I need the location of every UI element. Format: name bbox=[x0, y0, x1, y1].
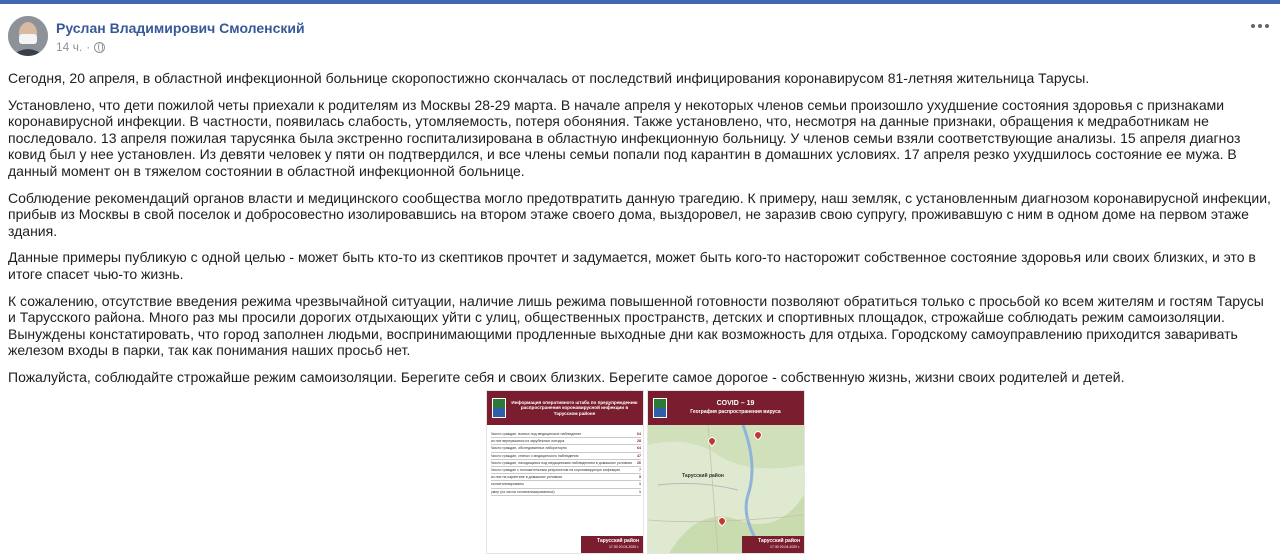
meta-separator: · bbox=[86, 40, 91, 54]
map-header bbox=[648, 391, 804, 425]
map-image[interactable] bbox=[647, 390, 805, 554]
stat-value: 7 bbox=[639, 468, 641, 473]
stat-value: 26 bbox=[637, 460, 641, 465]
infographic-image[interactable] bbox=[486, 390, 644, 554]
post-images bbox=[486, 390, 806, 554]
infographic-title: Информация оперативного штаба по предупреждению распространения коронавирусной инфекции в Тарусском районе bbox=[511, 399, 638, 416]
post-paragraph: К сожалению, отсутствие введения режима чрезвычайной ситуации, наличие лишь режима повышенной готовности позволяют обратиться только с просьбой ко всем жителям и гостям Тарусы и Тарусского района. Много раз мы просили дорогих отдыхающих уйти с улиц, общественных пространств, детских и спортивных площадок, строжайше соблюдать режим самоизоляции. Вынуждены констатировать, что город заполнен людьми, воспринимающими продленные выходные дни как возможность для отдыха. Городскому самоуправлению приходится заваривать железом входы в парки, так как понимания наших просьб нет. bbox=[8, 292, 1264, 359]
facebook-post bbox=[0, 4, 1280, 560]
coat-of-arms-icon bbox=[492, 398, 506, 418]
stat-value: 28 bbox=[637, 439, 641, 444]
stat-value: 5 bbox=[639, 475, 641, 480]
globe-icon bbox=[94, 42, 105, 53]
stat-label: умер (из числа госпитализированных) bbox=[491, 489, 555, 494]
stat-label: Число граждан, находящихся под медицинским наблюдением в домашних условиях bbox=[491, 460, 633, 465]
footer-date: 17:30 20.04.2020 г. bbox=[608, 545, 639, 549]
stat-row bbox=[491, 460, 641, 467]
avatar[interactable] bbox=[8, 16, 48, 56]
dot-icon bbox=[1265, 24, 1269, 28]
stat-label: Число граждан, взятых под медицинское наблюдение bbox=[491, 432, 582, 436]
post-timestamp[interactable]: 14 ч. bbox=[56, 40, 83, 54]
avatar-portrait bbox=[8, 16, 48, 56]
stat-row bbox=[491, 431, 641, 438]
dot-icon bbox=[1251, 24, 1255, 28]
post-options-button[interactable] bbox=[1248, 18, 1272, 34]
stat-value: 64 bbox=[637, 446, 641, 451]
infographic-header bbox=[487, 391, 643, 425]
post-meta bbox=[56, 40, 105, 54]
post-paragraph: Пожалуйста, соблюдайте строжайше режим самоизоляции. Берегите себя и своих близких. Берегите самое дорогое - собственную жизнь, жизни своих родителей и детей. bbox=[8, 368, 1125, 385]
post-paragraph: Данные примеры публикую с одной целью - может быть кто-то из скептиков прочтет и задумается, может быть кого-то насторожит собственное состояние здоровья или своих близких, и это в итоге спасет чью-то жизнь. bbox=[8, 249, 1256, 282]
stat-row bbox=[491, 474, 641, 481]
stat-value: 47 bbox=[637, 453, 641, 458]
footer-region: Тарусский район bbox=[758, 538, 800, 544]
map-terrain bbox=[648, 425, 804, 554]
region-map bbox=[648, 425, 804, 554]
stat-label: Число граждан с положительным результатом на коронавирусную инфекцию bbox=[491, 468, 621, 473]
stat-label: госпитализированы bbox=[491, 482, 524, 487]
post-body bbox=[8, 70, 1274, 396]
map-title-main: COVID – 19 bbox=[716, 400, 755, 407]
post-author[interactable]: Руслан Владимирович Смоленский bbox=[56, 20, 305, 36]
map-footer bbox=[742, 536, 804, 553]
footer-region: Тарусский район bbox=[597, 538, 639, 544]
post-paragraph: Сегодня, 20 апреля, в областной инфекционной больнице скоропостижно скончалась от последствий инфицирования коронавирусом 81-летняя жительница Тарусы. bbox=[8, 70, 1090, 86]
dot-icon bbox=[1258, 24, 1262, 28]
stat-row bbox=[491, 445, 641, 452]
map-subtitle: География распространения вируса bbox=[690, 409, 781, 415]
stat-row bbox=[491, 481, 641, 488]
stat-row bbox=[491, 467, 641, 474]
map-region-label: Тарусский район bbox=[682, 473, 724, 479]
post-paragraph: Соблюдение рекомендаций органов власти и медицинского сообщества могло предотвратить данную трагедию. К примеру, наш земляк, с установленным диагнозом коронавирусной инфекции, прибыв из Москвы в свой поселок и добросовестно изолировавшись на втором этаже своего дома, выздоровел, не заразив свою супругу, проживавшую с ним в одном доме на первом этаже здания. bbox=[8, 189, 1271, 239]
stat-value: 1 bbox=[639, 482, 641, 487]
stat-row bbox=[491, 489, 641, 496]
stat-row bbox=[491, 453, 641, 460]
post-paragraph: Установлено, что дети пожилой четы приехали к родителям из Москвы 28-29 марта. В начале апреля у некоторых членов семьи произошло ухудшение состояния здоровья с признаками коронавирусной инфекции. В частности, появилась слабость, утомляемость, потеря обоняния. Также установлено, что, несмотря на данные признаки, обращения к медработникам не последовало. 13 апреля пожилая тарусянка была экстренно госпитализирована в областную инфекционную больницу. У членов семьи взяли соответствующие анализы. 15 апреля диагноз ковид был у нее установлен. Из девяти человек у пяти он подтвердился, и все члены семьи попали под карантин в домашних условиях. 17 апреля резко ухудшилось состояние ее мужа. В данный момент он в тяжелом состоянии в областной инфекционной больнице. bbox=[8, 96, 1241, 179]
infographic-stats bbox=[491, 431, 641, 496]
stat-label: Число граждан, снятых с медицинского наблюдения bbox=[491, 453, 579, 458]
infographic-footer bbox=[581, 536, 643, 553]
stat-label: Число граждан, обследованных лабораторно bbox=[491, 446, 567, 451]
footer-date: 17:30 20.04.2020 г. bbox=[769, 545, 800, 549]
map-title bbox=[667, 399, 804, 417]
coat-of-arms-icon bbox=[653, 398, 667, 418]
stat-value: 1 bbox=[639, 489, 641, 494]
stat-value: 64 bbox=[637, 432, 641, 436]
stat-row bbox=[491, 438, 641, 445]
stat-label: из них на карантине в домашних условиях bbox=[491, 475, 563, 480]
stat-label: из них вернувшихся из зарубежных поездок bbox=[491, 439, 565, 444]
